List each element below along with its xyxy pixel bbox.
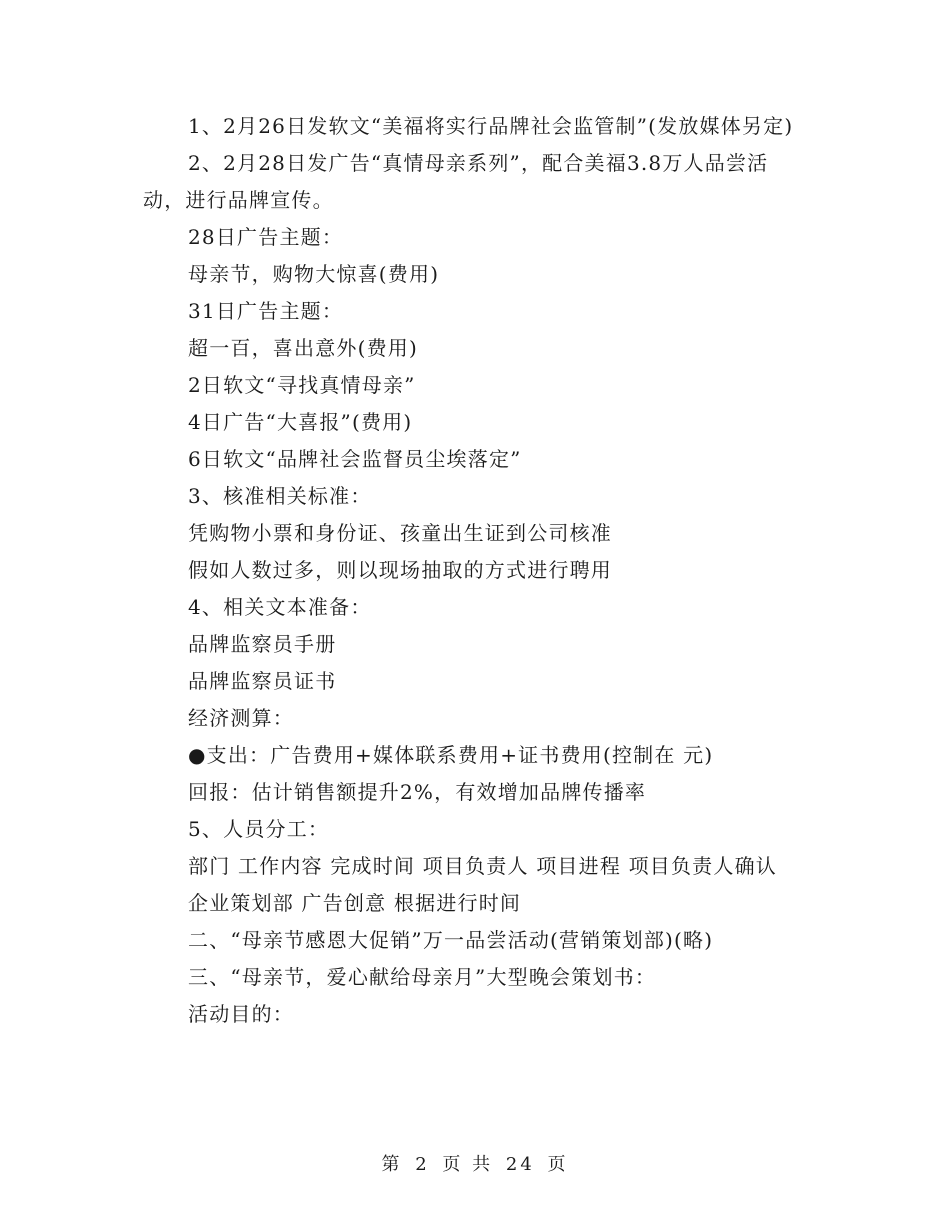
paragraph: 2日软文“寻找真情母亲”: [188, 373, 416, 397]
footer-prefix: 第: [381, 1154, 403, 1175]
current-page-number: 2: [415, 1154, 430, 1175]
paragraph: 6日软文“品牌社会监督员尘埃落定”: [188, 447, 522, 471]
paragraph: 经济测算：: [188, 706, 294, 730]
paragraph: 品牌监察员证书: [188, 669, 337, 693]
footer-suffix: 页: [547, 1154, 569, 1175]
paragraph: 二、“母亲节感恩大促销”万一品尝活动(营销策划部)(略): [188, 928, 714, 952]
document-body: [143, 108, 809, 1033]
paragraph: 1、2月26日发软文“美福将实行品牌社会监管制”(发放媒体另定): [188, 114, 794, 138]
page-footer: [0, 1150, 950, 1176]
paragraph: 28日广告主题：: [188, 225, 344, 249]
footer-middle: 页 共: [442, 1154, 494, 1175]
paragraph: 4日广告“大喜报”(费用): [188, 410, 413, 434]
paragraph: 3、核准相关标准：: [188, 484, 372, 508]
paragraph: 2、2月28日发广告“真情母亲系列”，配合美福3.8万人品尝活动，进行品牌宣传。: [143, 151, 769, 212]
paragraph: 假如人数过多，则以现场抽取的方式进行聘用: [188, 558, 612, 582]
paragraph: 超一百，喜出意外(费用): [188, 336, 419, 360]
paragraph: 31日广告主题：: [188, 299, 344, 323]
paragraph: 部门 工作内容 完成时间 项目负责人 项目进程 项目负责人确认: [188, 854, 777, 878]
paragraph: 企业策划部 广告创意 根据进行时间: [188, 891, 522, 915]
paragraph: 品牌监察员手册: [188, 632, 337, 656]
paragraph: 回报：估计销售额提升2%，有效增加品牌传播率: [188, 780, 647, 804]
paragraph: 4、相关文本准备：: [188, 595, 372, 619]
paragraph: 凭购物小票和身份证、孩童出生证到公司核准: [188, 521, 612, 545]
paragraph: 活动目的：: [188, 1002, 294, 1026]
total-page-count: 24: [505, 1154, 535, 1175]
paragraph: ●支出：广告费用+媒体联系费用+证书费用(控制在 元): [188, 743, 714, 767]
paragraph: 5、人员分工：: [188, 817, 330, 841]
paragraph: 三、“母亲节，爱心献给母亲月”大型晚会策划书：: [188, 965, 657, 989]
paragraph: 母亲节，购物大惊喜(费用): [188, 262, 440, 286]
